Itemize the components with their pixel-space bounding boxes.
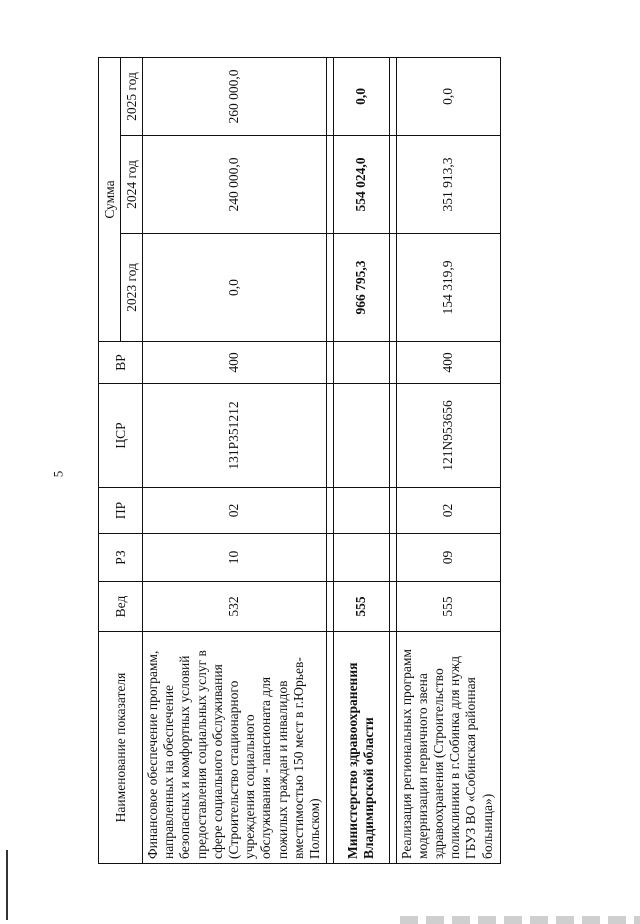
header-row-top (99, 57, 121, 863)
row-separator (389, 57, 396, 863)
row-rz (333, 534, 389, 582)
table-row (333, 57, 389, 863)
row-2023: 966 795,3 (333, 234, 389, 342)
row-pr: 02 (143, 488, 326, 534)
row-pr: 02 (396, 488, 500, 534)
row-2024: 351 913,3 (396, 136, 500, 234)
header-2025: 2025 год (121, 57, 143, 135)
row-ved: 555 (333, 582, 389, 632)
row-rz: 09 (396, 534, 500, 582)
row-2024: 240 000,0 (143, 136, 326, 234)
budget-table-rotated (98, 58, 501, 864)
row-2023: 0,0 (143, 234, 326, 342)
row-name: Министерство здравоохранения Владимирской области (333, 632, 389, 864)
header-name: Наименование показателя (99, 632, 143, 864)
row-2024: 554 024,0 (333, 136, 389, 234)
row-2025: 0,0 (396, 57, 500, 135)
row-ved: 532 (143, 582, 326, 632)
header-2024: 2024 год (121, 136, 143, 234)
row-ved: 555 (396, 582, 500, 632)
row-vr: 400 (396, 342, 500, 384)
header-vr: ВР (99, 342, 143, 384)
scan-edge-mark (6, 850, 8, 920)
header-pr: ПР (99, 488, 143, 534)
row-csr: 121N953656 (396, 384, 500, 488)
header-2023: 2023 год (121, 234, 143, 342)
row-pr (333, 488, 389, 534)
row-2023: 154 319,9 (396, 234, 500, 342)
table-row (143, 57, 326, 863)
header-ved: Вед (99, 582, 143, 632)
row-vr: 400 (143, 342, 326, 384)
header-csr: ЦСР (99, 384, 143, 488)
row-2025: 0,0 (333, 57, 389, 135)
page-number: 5 (50, 470, 66, 478)
table-row (396, 57, 500, 863)
budget-table (98, 57, 501, 864)
header-rz: РЗ (99, 534, 143, 582)
row-vr (333, 342, 389, 384)
row-name: Финансовое обеспечение программ, направленных на обеспечение безопасных и комфортных условий предоставления социальных услуг в сфере социального обслуживания (Строительство стационарного учреждения социального обслуживания - пансионата для пожилых граждан и инвалидов вместимостью 150 мест в г.Юрьев-Польском) (143, 632, 326, 864)
row-csr (333, 384, 389, 488)
row-rz: 10 (143, 534, 326, 582)
row-csr: 131P351212 (143, 384, 326, 488)
header-sum: Сумма (99, 57, 121, 341)
scan-bottom-strip (400, 916, 640, 924)
row-name: Реализация региональных программ модернизации первичного звена здравоохранения (Строительство поликлиники в г.Собинка для нужд ГБУЗ ВО «Собинская районная больница») (396, 632, 500, 864)
row-separator (326, 57, 333, 863)
row-2025: 260 000,0 (143, 57, 326, 135)
